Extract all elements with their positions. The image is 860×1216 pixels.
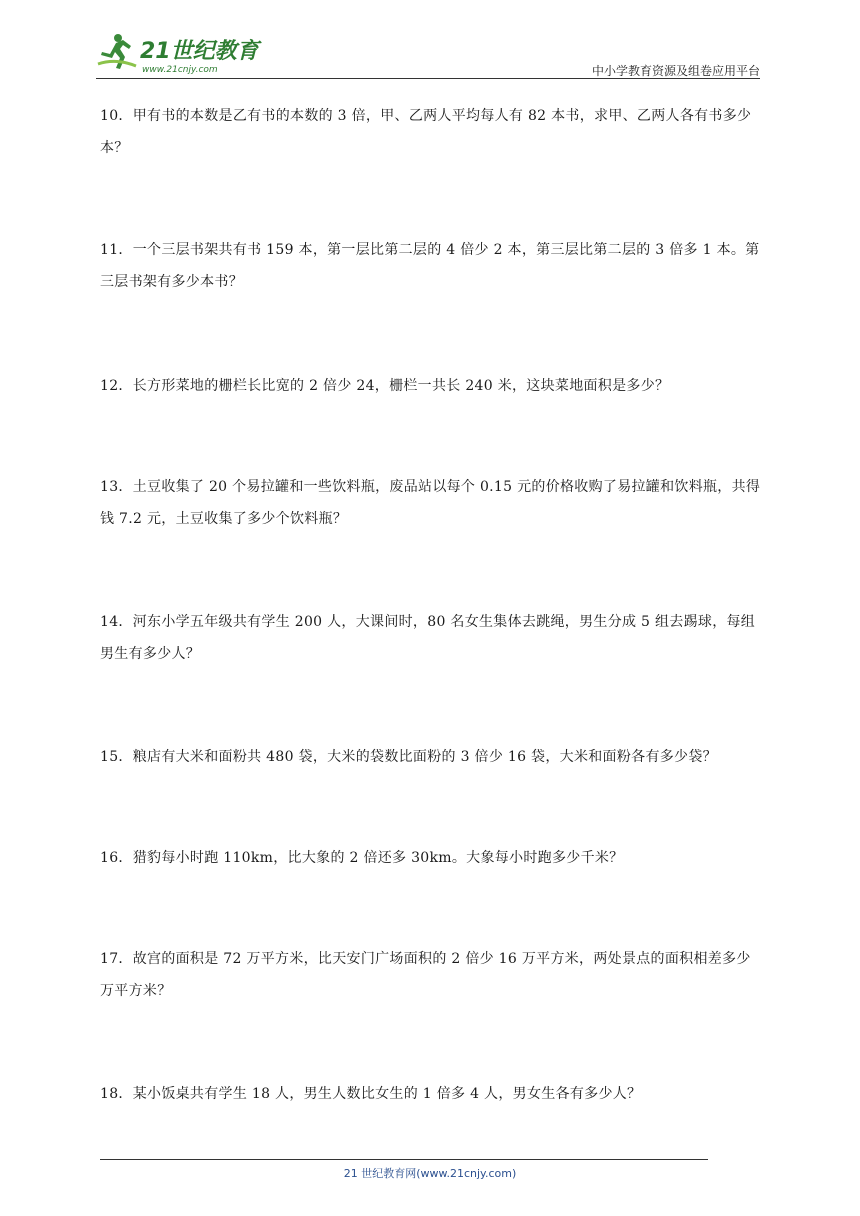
site-logo [96,30,276,76]
logo-text: 21世纪教育 [140,39,259,64]
question-10: 10．甲有书的本数是乙有书的本数的 3 倍，甲、乙两人平均每人有 82 本书，求甲、乙两人各有书多少本？ [100,108,752,156]
question-18: 18．某小饭桌共有学生 18 人，男生人数比女生的 1 倍多 4 人，男女生各有多少人？ [100,1086,642,1102]
question-14: 14．河东小学五年级共有学生 200 人，大课间时，80 名女生集体去跳绳，男生分成 5 组去踢球，每组男生有多少人？ [100,614,756,662]
footer-divider [100,1159,708,1160]
question-15: 15．粮店有大米和面粉共 480 袋，大米的袋数比面粉的 3 倍少 16 袋，大米和面粉各有多少袋？ [100,749,717,765]
platform-label: 中小学教育资源及组卷应用平台 [591,64,760,78]
page-header [96,30,760,78]
runner-icon [98,34,136,69]
footer-site-link[interactable]: 21 世纪教育网(www.21cnjy.com) [343,1167,517,1180]
header-divider [96,78,760,79]
question-16: 16．猎豹每小时跑 110km，比大象的 2 倍还多 30km。大象每小时跑多少千米？ [100,850,624,866]
question-17: 17．故宫的面积是 72 万平方米，比天安门广场面积的 2 倍少 16 万平方米，两处景点的面积相差多少万平方米？ [100,951,751,999]
logo-url: www.21cnjy.com [142,65,218,75]
question-11: 11．一个三层书架共有书 159 本，第一层比第二层的 4 倍少 2 本，第三层比第二层的 3 倍多 1 本。第三层书架有多少本书？ [100,242,760,290]
question-12: 12．长方形菜地的栅栏长比宽的 2 倍少 24，栅栏一共长 240 米，这块菜地面积是多少？ [100,378,670,394]
question-13: 13．土豆收集了 20 个易拉罐和一些饮料瓶，废品站以每个 0.15 元的价格收购了易拉罐和饮料瓶，共得钱 7.2 元，土豆收集了多少个饮料瓶？ [100,479,761,527]
